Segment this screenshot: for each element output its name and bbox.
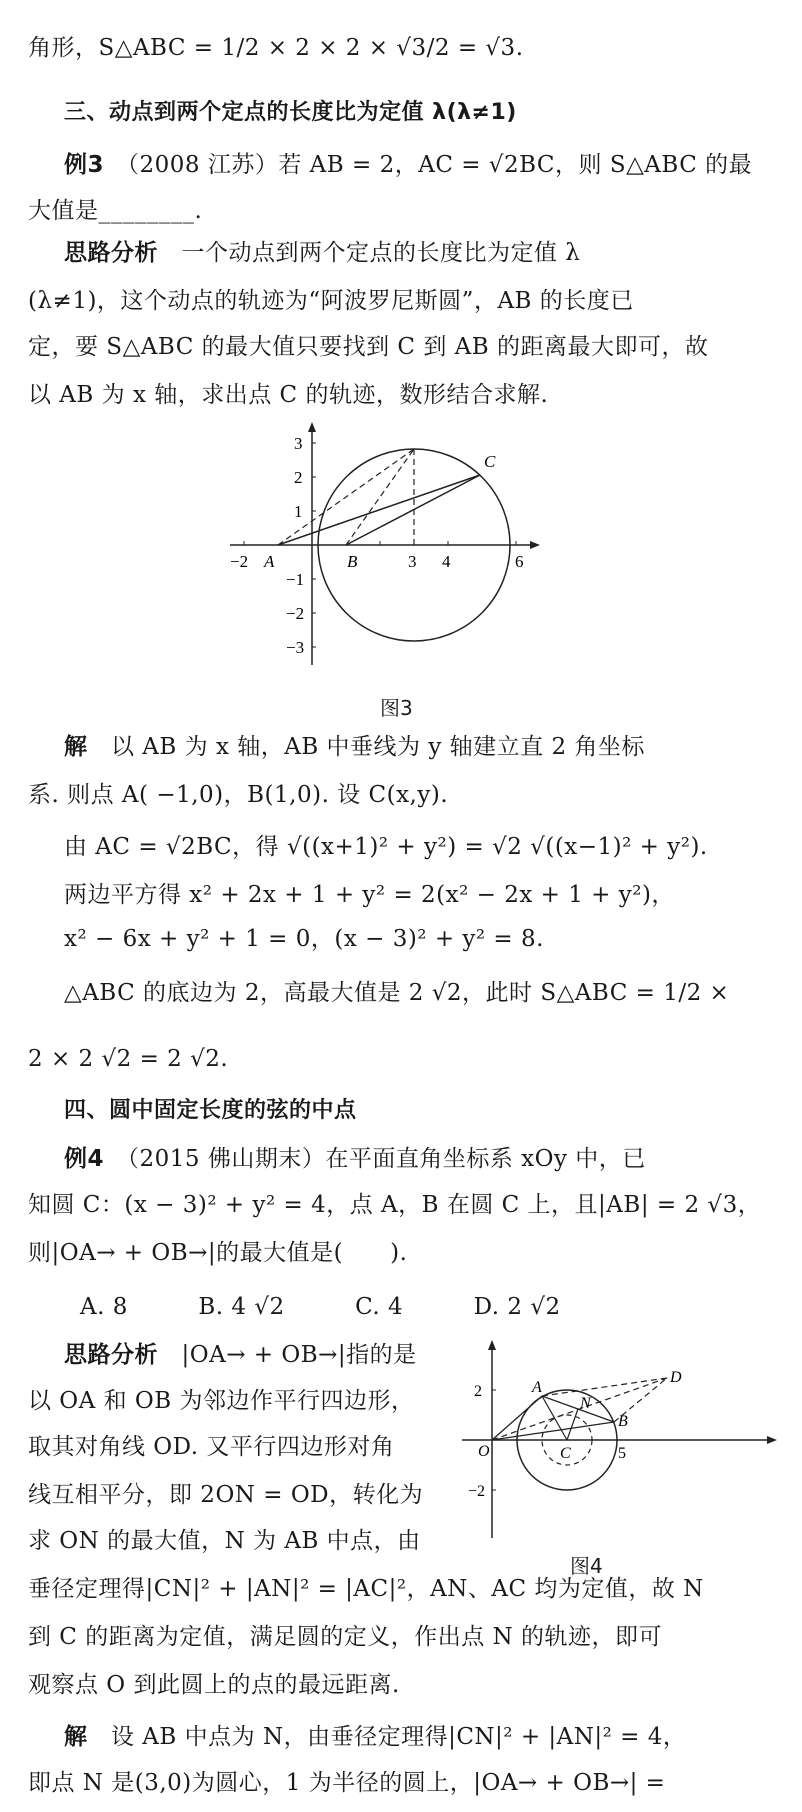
figure-3 [230, 420, 550, 670]
text-line: 求 ON 的最大值，N 为 AB 中点，由 [28, 1528, 421, 1554]
point-label-c: C [484, 452, 496, 471]
text-line: (λ≠1)，这个动点的轨迹为“阿波罗尼斯圆”，AB 的长度已 [28, 288, 634, 314]
tick-label: 1 [294, 502, 303, 521]
section-heading: 四、圆中固定长度的弦的中点 [64, 1098, 357, 1123]
text-line: 以 OA 和 OB 为邻边作平行四边形， [28, 1388, 415, 1414]
text-line: 2 × 2 √2 = 2 √2. [28, 1046, 229, 1072]
segment-cn [567, 1409, 578, 1440]
text-line: 由 AC = √2BC，得 √((x+1)² + y²) = √2 √((x−1)² + y²). [64, 834, 708, 860]
text-line: 以 AB 为 x 轴，求出点 C 的轨迹，数形结合求解. [28, 382, 549, 408]
text-line: 线互相平分，即 2ON = OD，转化为 [28, 1482, 424, 1508]
solution-text [64, 1722, 802, 1752]
solution-text [64, 732, 802, 762]
figure-3-caption: 图3 [380, 696, 413, 720]
text-line: 取其对角线 OD. 又平行四边形对角 [28, 1434, 395, 1460]
x-axis-arrow [767, 1436, 777, 1444]
text-line: 两边平方得 x² + 2x + 1 + y² = 2(x² − 2x + 1 + y²)， [64, 882, 675, 908]
point-label-a: A [532, 1379, 542, 1396]
label-prefix: 解 [64, 734, 88, 760]
label-rest: （2008 江苏）若 AB = 2，AC = √2BC，则 S△ABC 的最 [104, 152, 753, 178]
tick-label: 2 [294, 468, 303, 487]
text-line: 则|OA→ + OB→|的最大值是( ). [28, 1240, 408, 1266]
point-label-n: N [580, 1395, 591, 1412]
label-rest: 设 AB 中点为 N，由垂径定理得|CN|² + |AN|² = 4， [87, 1724, 687, 1750]
text-line: 定，要 S△ABC 的最大值只要找到 C 到 AB 的距离最大即可，故 [28, 334, 709, 360]
y-axis-arrow [308, 422, 316, 432]
label-rest: |OA→ + OB→|指的是 [158, 1342, 417, 1368]
label-prefix: 例3 [64, 152, 105, 178]
tick-label: 3 [408, 552, 417, 571]
text-line: 即点 N 是(3,0)为圆心，1 为半径的圆上，|OA→ + OB→| = [28, 1770, 666, 1796]
point-label-a: A [264, 552, 275, 571]
x-axis-arrow [530, 541, 540, 549]
example-title [64, 1144, 802, 1174]
segment-ca [542, 1396, 567, 1440]
tick-label: 2 [474, 1383, 482, 1400]
tick-label: 3 [294, 434, 303, 453]
answer-options: A. 8 B. 4 √2 C. 4 D. 2 √2 [80, 1294, 561, 1320]
analysis-text [64, 1340, 444, 1370]
y-axis-arrow [488, 1340, 496, 1350]
point-label-b: B [618, 1413, 628, 1430]
text-line: 系. 则点 A( −1,0)，B(1,0). 设 C(x,y). [28, 782, 449, 808]
tick-label: 4 [442, 552, 451, 571]
text-line: 观察点 O 到此圆上的点的最远距离. [28, 1672, 400, 1698]
text-line: 知圆 C：(x − 3)² + y² = 4，点 A，B 在圆 C 上，且|AB| = 2 √3， [28, 1192, 762, 1218]
tick-label: −2 [230, 552, 249, 571]
dashed-bc-max [346, 449, 414, 545]
label-prefix: 例4 [64, 1146, 105, 1172]
tick-label: −2 [468, 1483, 486, 1500]
point-label-o: O [478, 1443, 490, 1460]
text-line: 角形，S△ABC = 1/2 × 2 × 2 × √3/2 = √3. [28, 35, 524, 61]
segment-bc [346, 475, 480, 545]
section-heading: 三、动点到两个定点的长度比为定值 λ(λ≠1) [64, 100, 517, 125]
point-label-d: D [670, 1369, 682, 1386]
text-line: 垂径定理得|CN|² + |AN|² = |AC|²，AN、AC 均为定值，故 N [28, 1576, 704, 1602]
label-prefix: 解 [64, 1724, 88, 1750]
figure-4-caption: 图4 [570, 1554, 603, 1578]
label-rest: 一个动点到两个定点的长度比为定值 λ [158, 240, 581, 266]
analysis-text [64, 238, 802, 268]
label-prefix: 思路分析 [64, 1342, 158, 1368]
label-rest: 以 AB 为 x 轴，AB 中垂线为 y 轴建立直 2 角坐标 [87, 734, 645, 760]
label-rest: （2015 佛山期末）在平面直角坐标系 xOy 中，已 [104, 1146, 646, 1172]
tick-label: 6 [515, 552, 524, 571]
text-line: 大值是________. [28, 198, 203, 224]
text-line: △ABC 的底边为 2，高最大值是 2 √2，此时 S△ABC = 1/2 × [64, 980, 730, 1006]
tick-label: −2 [286, 604, 305, 623]
point-label-c: C [560, 1445, 571, 1462]
tick-label: 5 [618, 1445, 626, 1462]
figure-4 [462, 1338, 782, 1543]
tick-label: −3 [286, 638, 305, 657]
example-title [64, 150, 802, 180]
label-prefix: 思路分析 [64, 240, 158, 266]
dashed-ac-max [278, 449, 414, 545]
segment-ac [278, 475, 480, 545]
tick-label: −1 [286, 570, 305, 589]
text-line: 到 C 的距离为定值，满足圆的定义，作出点 N 的轨迹，即可 [28, 1624, 662, 1650]
point-label-b: B [347, 552, 358, 571]
text-line: x² − 6x + y² + 1 = 0，(x − 3)² + y² = 8. [64, 926, 544, 952]
